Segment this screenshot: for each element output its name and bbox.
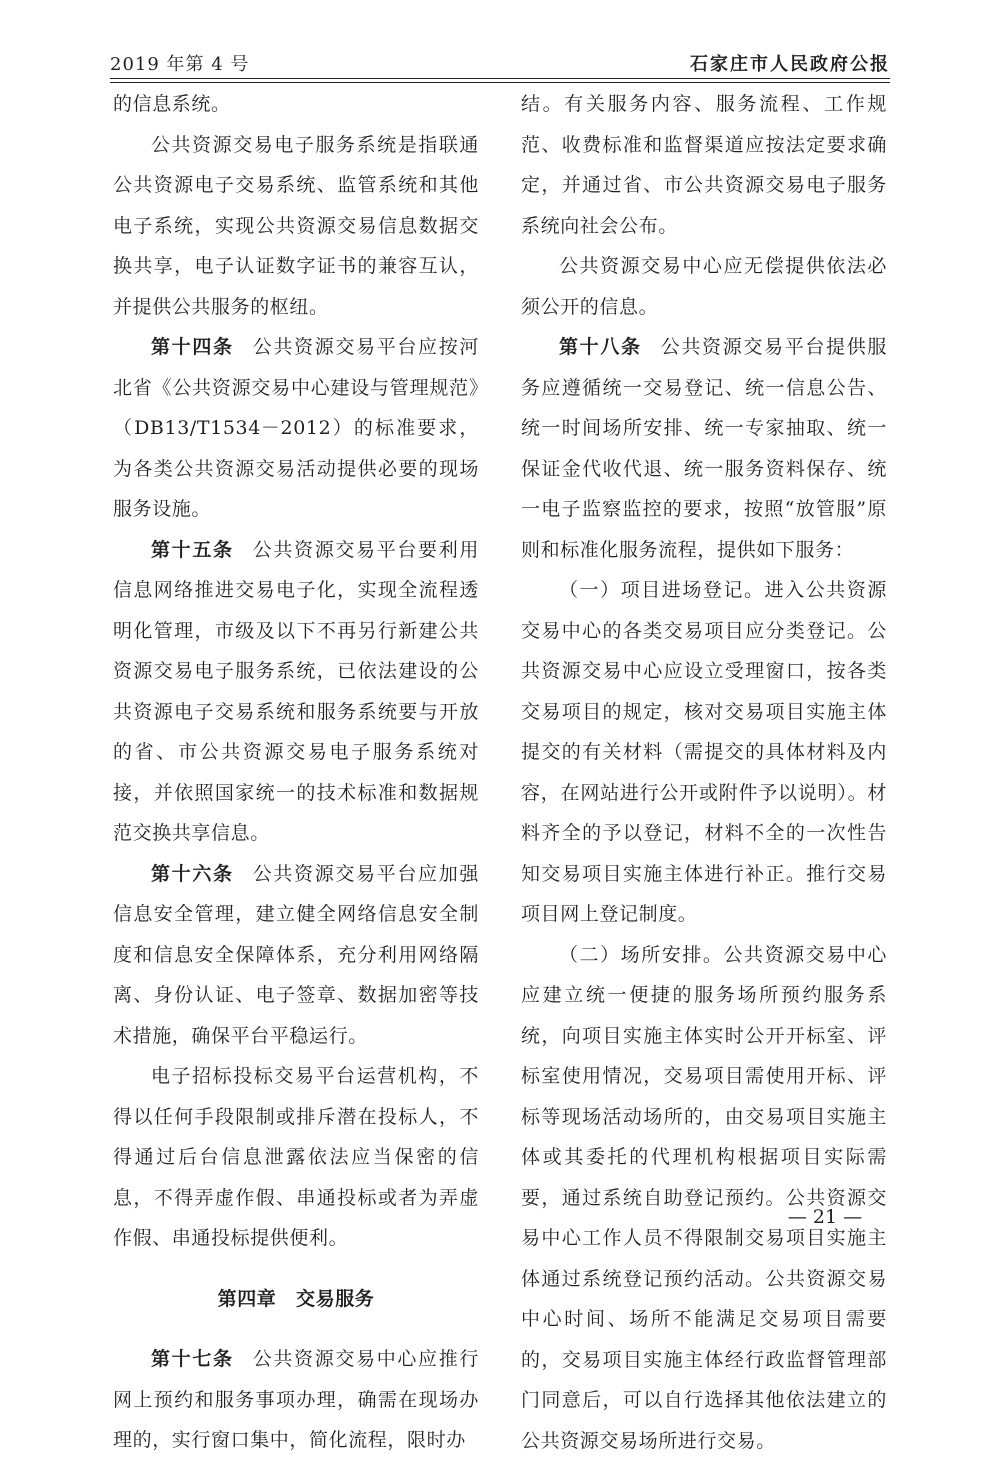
article-text: 公共资源交易中心应推行网上预约和服务事项办理，确需在现场办理的，实行窗口集中，简化流程，限时办 [113, 1348, 479, 1451]
article-18 [521, 327, 887, 570]
publication-title: 石家庄市人民政府公报 [690, 50, 890, 76]
paragraph: 电子招标投标交易平台运营机构，不得以任何手段限制或排斥潜在投标人，不得通过后台信息泄露依法应当保密的信息，不得弄虚作假、串通投标或者为弄虚作假、串通投标提供便利。 [113, 1056, 479, 1259]
article-text: 公共资源交易平台提供服务应遵循统一交易登记、统一信息公告、统一时间场所安排、统一专家抽取、统一保证金代收代退、统一服务资料保存、统一电子监察监控的要求，按照“放管服”原则和标准化服务流程，提供如下服务： [521, 336, 887, 561]
article-label: 第十七条 [151, 1348, 234, 1370]
issue-label: 2019 年第 4 号 [110, 50, 249, 76]
article-text: 公共资源交易平台应按河北省《公共资源交易中心建设与管理规范》（DB13/T1534－2012）的标准要求，为各类公共资源交易活动提供必要的现场服务设施。 [113, 336, 479, 520]
page-number: — 21 — [760, 1206, 890, 1228]
right-column [521, 84, 887, 1461]
article-16 [113, 854, 479, 1057]
article-label: 第十五条 [151, 539, 234, 561]
header-rule-bottom [110, 82, 890, 83]
page-header [110, 44, 890, 80]
list-item: （二）场所安排。公共资源交易中心应建立统一便捷的服务场所预约服务系统，向项目实施主体实时公开开标室、评标室使用情况，交易项目需使用开标、评标等现场活动场所的，由交易项目实施主体或其委托的代理机构根据项目实际需要，通过系统自助登记预约。公共资源交易中心工作人员不得限制交易项目实施主体通过系统登记预约活动。公共资源交易中心时间、场所不能满足交易项目需要的，交易项目实施主体经行政监督管理部门同意后，可以自行选择其他依法建立的公共资源交易场所进行交易。 [521, 935, 887, 1461]
article-label: 第十六条 [151, 863, 234, 885]
header-rule-top [110, 78, 890, 79]
paragraph: 结。有关服务内容、服务流程、工作规范、收费标准和监督渠道应按法定要求确定，并通过省、市公共资源交易电子服务系统向社会公布。 [521, 84, 887, 246]
left-column [113, 84, 479, 1461]
article-14 [113, 327, 479, 530]
article-text: 公共资源交易平台要利用信息网络推进交易电子化，实现全流程透明化管理，市级及以下不再另行新建公共资源交易电子服务系统，已依法建设的公共资源电子交易系统和服务系统要与开放的省、市公共资源交易电子服务系统对接，并依照国家统一的技术标准和数据规范交换共享信息。 [113, 539, 479, 845]
chapter-heading: 第四章 交易服务 [113, 1259, 479, 1340]
article-17 [113, 1339, 479, 1461]
article-label: 第十四条 [151, 336, 234, 358]
article-label: 第十八条 [559, 336, 642, 358]
paragraph: 公共资源交易中心应无偿提供依法必须公开的信息。 [521, 246, 887, 327]
paragraph: 的信息系统。 [113, 84, 479, 125]
list-item: （一）项目进场登记。进入公共资源交易中心的各类交易项目应分类登记。公共资源交易中心应设立受理窗口，按各类交易项目的规定，核对交易项目实施主体提交的有关材料（需提交的具体材料及内容，在网站进行公开或附件予以说明）。材料齐全的予以登记，材料不全的一次性告知交易项目实施主体进行补正。推行交易项目网上登记制度。 [521, 570, 887, 935]
article-text: 公共资源交易平台应加强信息安全管理，建立健全网络信息安全制度和信息安全保障体系，充分利用网络隔离、身份认证、电子签章、数据加密等技术措施，确保平台平稳运行。 [113, 863, 479, 1047]
paragraph: 公共资源交易电子服务系统是指联通公共资源电子交易系统、监管系统和其他电子系统，实现公共资源交易信息数据交换共享，电子认证数字证书的兼容互认，并提供公共服务的枢纽。 [113, 125, 479, 328]
article-15 [113, 530, 479, 854]
